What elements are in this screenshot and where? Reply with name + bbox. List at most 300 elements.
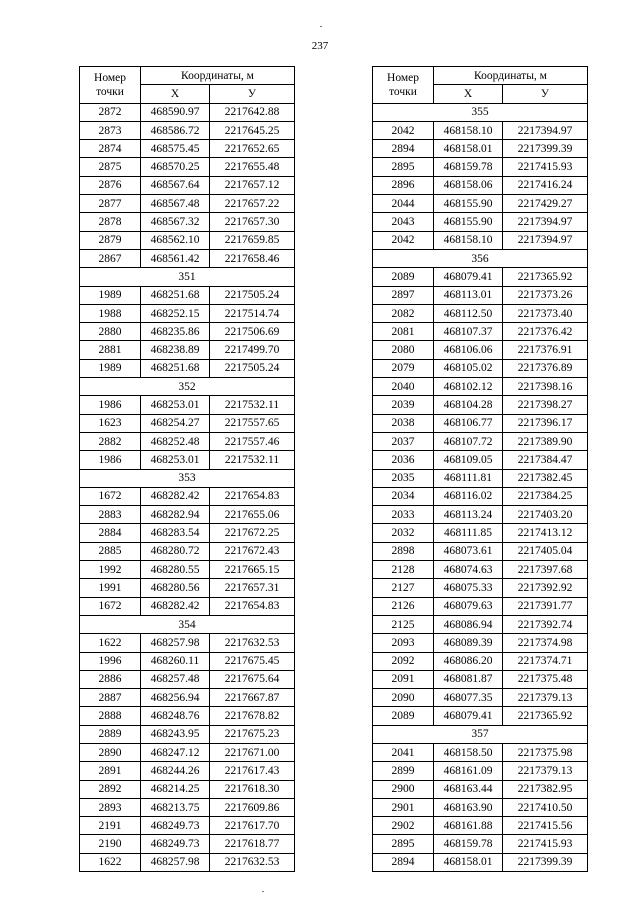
- table-row: [80, 652, 295, 670]
- section-row: [80, 378, 295, 396]
- table-row: [373, 597, 588, 615]
- x-coordinate-cell: 468089.39: [434, 634, 503, 652]
- table-row: [80, 579, 295, 597]
- table-row: [373, 817, 588, 835]
- point-number-cell: 2901: [373, 798, 434, 816]
- point-number-cell: 2128: [373, 561, 434, 579]
- table-row: [373, 652, 588, 670]
- y-coordinate-cell: 2217678.82: [210, 707, 295, 725]
- table-row: [80, 762, 295, 780]
- x-coordinate-cell: 468079.41: [434, 268, 503, 286]
- point-number-cell: 2898: [373, 542, 434, 560]
- section-row: [373, 249, 588, 267]
- point-number-header: Номер точки: [373, 67, 434, 104]
- point-number-cell: 2894: [373, 853, 434, 871]
- x-coordinate-cell: 468567.64: [141, 176, 210, 194]
- point-number-cell: 2079: [373, 359, 434, 377]
- x-coordinate-cell: 468079.63: [434, 597, 503, 615]
- x-coordinate-cell: 468590.97: [141, 103, 210, 121]
- x-coordinate-cell: 468249.73: [141, 817, 210, 835]
- y-coordinate-cell: 2217365.92: [503, 707, 588, 725]
- y-coordinate-cell: 2217396.17: [503, 414, 588, 432]
- y-coordinate-cell: 2217397.68: [503, 561, 588, 579]
- x-coordinate-cell: 468249.73: [141, 835, 210, 853]
- x-coordinate-cell: 468116.02: [434, 487, 503, 505]
- point-number-cell: 1988: [80, 304, 141, 322]
- x-coordinate-cell: 468252.48: [141, 432, 210, 450]
- x-coordinate-cell: 468159.78: [434, 835, 503, 853]
- x-coordinate-cell: 468109.05: [434, 451, 503, 469]
- point-number-cell: 2889: [80, 725, 141, 743]
- x-coordinate-cell: 468282.94: [141, 506, 210, 524]
- x-coordinate-cell: 468257.98: [141, 634, 210, 652]
- y-coordinate-cell: 2217398.16: [503, 378, 588, 396]
- table-row: [80, 341, 295, 359]
- point-number-cell: 2036: [373, 451, 434, 469]
- x-coordinate-cell: 468102.12: [434, 378, 503, 396]
- point-number-cell: 2040: [373, 378, 434, 396]
- point-number-cell: 2895: [373, 158, 434, 176]
- x-coordinate-cell: 468163.90: [434, 798, 503, 816]
- point-number-cell: 2877: [80, 195, 141, 213]
- y-coordinate-cell: 2217532.11: [210, 451, 295, 469]
- point-number-cell: 2037: [373, 432, 434, 450]
- point-number-cell: 2880: [80, 323, 141, 341]
- table-row: [80, 561, 295, 579]
- point-number-cell: 2900: [373, 780, 434, 798]
- table-row: [80, 597, 295, 615]
- table-row: [80, 304, 295, 322]
- point-number-cell: 2039: [373, 396, 434, 414]
- table-row: [80, 670, 295, 688]
- y-coordinate-cell: 2217382.45: [503, 469, 588, 487]
- point-number-cell: 1992: [80, 561, 141, 579]
- x-coordinate-cell: 468104.28: [434, 396, 503, 414]
- x-coordinate-cell: 468075.33: [434, 579, 503, 597]
- table-row: [80, 414, 295, 432]
- x-coordinate-cell: 468254.27: [141, 414, 210, 432]
- y-coordinate-cell: 2217557.46: [210, 432, 295, 450]
- point-number-cell: 2882: [80, 432, 141, 450]
- point-number-cell: 2891: [80, 762, 141, 780]
- y-coordinate-cell: 2217665.15: [210, 561, 295, 579]
- x-coordinate-cell: 468257.98: [141, 853, 210, 871]
- x-coordinate-cell: 468158.10: [434, 121, 503, 139]
- y-coordinate-cell: 2217655.48: [210, 158, 295, 176]
- x-coordinate-cell: 468238.89: [141, 341, 210, 359]
- point-number-cell: 2897: [373, 286, 434, 304]
- y-coordinate-cell: 2217429.27: [503, 195, 588, 213]
- table-row: [80, 524, 295, 542]
- table-row: [80, 286, 295, 304]
- y-coordinate-cell: 2217675.64: [210, 670, 295, 688]
- table-row: [373, 158, 588, 176]
- y-coordinate-cell: 2217415.93: [503, 158, 588, 176]
- y-coordinate-cell: 2217618.77: [210, 835, 295, 853]
- y-coordinate-cell: 2217384.47: [503, 451, 588, 469]
- point-number-cell: 2091: [373, 670, 434, 688]
- table-row: [373, 743, 588, 761]
- y-coordinate-cell: 2217672.25: [210, 524, 295, 542]
- point-number-cell: 2878: [80, 213, 141, 231]
- point-number-cell: 2093: [373, 634, 434, 652]
- x-coordinate-cell: 468283.54: [141, 524, 210, 542]
- scan-speck: [262, 891, 264, 892]
- point-number-cell: 2893: [80, 798, 141, 816]
- y-coordinate-cell: 2217374.98: [503, 634, 588, 652]
- y-coordinate-cell: 2217399.39: [503, 853, 588, 871]
- point-number-cell: 1623: [80, 414, 141, 432]
- point-number-cell: 2902: [373, 817, 434, 835]
- table-row: [373, 195, 588, 213]
- point-number-cell: 2044: [373, 195, 434, 213]
- table-row: [80, 432, 295, 450]
- table-row: [80, 780, 295, 798]
- x-coordinate-cell: 468159.78: [434, 158, 503, 176]
- section-row: [373, 103, 588, 121]
- y-coordinate-cell: 2217373.26: [503, 286, 588, 304]
- x-coordinate-cell: 468567.32: [141, 213, 210, 231]
- table-row: [80, 707, 295, 725]
- point-number-cell: 2881: [80, 341, 141, 359]
- point-number-cell: 2872: [80, 103, 141, 121]
- x-coordinate-cell: 468079.41: [434, 707, 503, 725]
- point-number-cell: 2896: [373, 176, 434, 194]
- point-number-cell: 2041: [373, 743, 434, 761]
- point-number-cell: 2887: [80, 689, 141, 707]
- x-coordinate-cell: 468214.25: [141, 780, 210, 798]
- table-row: [373, 524, 588, 542]
- x-coordinate-cell: 468106.06: [434, 341, 503, 359]
- coordinates-header: Координаты, м: [434, 67, 588, 85]
- section-row: [80, 469, 295, 487]
- x-coordinate-cell: 468158.06: [434, 176, 503, 194]
- point-number-cell: 1622: [80, 634, 141, 652]
- point-number-cell: 2874: [80, 140, 141, 158]
- point-number-cell: 1672: [80, 487, 141, 505]
- point-number-cell: 2092: [373, 652, 434, 670]
- table-row: [373, 707, 588, 725]
- y-coordinate-cell: 2217394.97: [503, 121, 588, 139]
- x-coordinate-cell: 468163.44: [434, 780, 503, 798]
- section-number: 352: [80, 378, 295, 396]
- table-row: [373, 140, 588, 158]
- section-number: 356: [373, 249, 588, 267]
- point-number-cell: 2867: [80, 249, 141, 267]
- x-coordinate-cell: 468081.87: [434, 670, 503, 688]
- table-row: [80, 634, 295, 652]
- point-number-cell: 2126: [373, 597, 434, 615]
- scan-speck: [320, 26, 322, 27]
- point-number-cell: 2875: [80, 158, 141, 176]
- point-number-cell: 1986: [80, 451, 141, 469]
- x-coordinate-cell: 468570.25: [141, 158, 210, 176]
- table-row: [80, 725, 295, 743]
- table-row: [373, 359, 588, 377]
- table-row: [373, 414, 588, 432]
- y-coordinate-cell: 2217382.95: [503, 780, 588, 798]
- point-number-cell: 2082: [373, 304, 434, 322]
- table-row: [373, 396, 588, 414]
- y-coordinate-cell: 2217374.71: [503, 652, 588, 670]
- point-number-cell: 2033: [373, 506, 434, 524]
- y-coordinate-cell: 2217658.46: [210, 249, 295, 267]
- y-coordinate-cell: 2217365.92: [503, 268, 588, 286]
- table-row: [373, 762, 588, 780]
- point-number-cell: 2894: [373, 140, 434, 158]
- x-coordinate-cell: 468244.26: [141, 762, 210, 780]
- x-coordinate-cell: 468074.63: [434, 561, 503, 579]
- x-coordinate-cell: 468077.35: [434, 689, 503, 707]
- y-coordinate-cell: 2217655.06: [210, 506, 295, 524]
- table-row: [373, 176, 588, 194]
- table-row: [373, 561, 588, 579]
- point-number-cell: 2081: [373, 323, 434, 341]
- x-coordinate-cell: 468235.86: [141, 323, 210, 341]
- x-coordinate-cell: 468107.72: [434, 432, 503, 450]
- point-number-cell: 2089: [373, 707, 434, 725]
- y-coordinate-cell: 2217392.92: [503, 579, 588, 597]
- section-row: [80, 615, 295, 633]
- point-number-cell: 1989: [80, 359, 141, 377]
- table-row: [80, 323, 295, 341]
- x-coordinate-cell: 468251.68: [141, 286, 210, 304]
- table-row: [80, 103, 295, 121]
- page-number: 237: [311, 40, 329, 52]
- table-row: [80, 359, 295, 377]
- y-coordinate-cell: 2217405.04: [503, 542, 588, 560]
- y-coordinate-cell: 2217667.87: [210, 689, 295, 707]
- x-coordinate-cell: 468158.10: [434, 231, 503, 249]
- x-coordinate-cell: 468161.09: [434, 762, 503, 780]
- table-row: [80, 853, 295, 871]
- x-coordinate-cell: 468280.56: [141, 579, 210, 597]
- x-coordinate-cell: 468280.72: [141, 542, 210, 560]
- y-coordinate-cell: 2217609.86: [210, 798, 295, 816]
- point-number-cell: 2042: [373, 121, 434, 139]
- x-coordinate-cell: 468113.24: [434, 506, 503, 524]
- table-row: [373, 378, 588, 396]
- table-row: [80, 213, 295, 231]
- x-coordinate-cell: 468252.15: [141, 304, 210, 322]
- table-row: [80, 542, 295, 560]
- point-number-cell: 1996: [80, 652, 141, 670]
- x-coordinate-cell: 468282.42: [141, 597, 210, 615]
- table-row: [373, 213, 588, 231]
- point-number-cell: 2032: [373, 524, 434, 542]
- table-row: [373, 432, 588, 450]
- table-row: [80, 231, 295, 249]
- point-number-cell: 2892: [80, 780, 141, 798]
- table-row: [373, 121, 588, 139]
- x-coordinate-cell: 468567.48: [141, 195, 210, 213]
- x-coordinate-cell: 468158.01: [434, 853, 503, 871]
- table-row: [373, 304, 588, 322]
- table-row: [80, 487, 295, 505]
- table-row: [373, 268, 588, 286]
- point-number-cell: 2035: [373, 469, 434, 487]
- point-number-cell: 2895: [373, 835, 434, 853]
- x-coordinate-cell: 468073.61: [434, 542, 503, 560]
- x-coordinate-cell: 468113.01: [434, 286, 503, 304]
- table-row: [373, 469, 588, 487]
- x-coordinate-cell: 468253.01: [141, 396, 210, 414]
- point-number-cell: 2089: [373, 268, 434, 286]
- y-coordinate-cell: 2217375.98: [503, 743, 588, 761]
- table-row: [80, 835, 295, 853]
- x-coordinate-cell: 468161.88: [434, 817, 503, 835]
- y-coordinate-cell: 2217617.43: [210, 762, 295, 780]
- x-coordinate-cell: 468086.94: [434, 615, 503, 633]
- x-coordinate-cell: 468251.68: [141, 359, 210, 377]
- x-coordinate-cell: 468243.95: [141, 725, 210, 743]
- point-number-cell: 2890: [80, 743, 141, 761]
- y-coordinate-cell: 2217379.13: [503, 762, 588, 780]
- y-coordinate-cell: 2217499.70: [210, 341, 295, 359]
- table-row: [80, 140, 295, 158]
- y-coordinate-cell: 2217657.12: [210, 176, 295, 194]
- x-coordinate-cell: 468213.75: [141, 798, 210, 816]
- x-coordinate-cell: 468155.90: [434, 213, 503, 231]
- point-number-cell: 1986: [80, 396, 141, 414]
- y-coordinate-cell: 2217505.24: [210, 359, 295, 377]
- coordinates-header: Координаты, м: [141, 67, 295, 85]
- x-coordinate-cell: 468562.10: [141, 231, 210, 249]
- table-row: [80, 798, 295, 816]
- point-number-cell: 2884: [80, 524, 141, 542]
- x-coordinate-cell: 468247.12: [141, 743, 210, 761]
- point-number-cell: 2885: [80, 542, 141, 560]
- x-coordinate-cell: 468280.55: [141, 561, 210, 579]
- section-number: 357: [373, 725, 588, 743]
- x-coordinate-cell: 468575.45: [141, 140, 210, 158]
- section-number: 355: [373, 103, 588, 121]
- point-number-header: Номер точки: [80, 67, 141, 104]
- y-coordinate-cell: 2217632.53: [210, 634, 295, 652]
- point-number-cell: 2190: [80, 835, 141, 853]
- y-coordinate-cell: 2217389.90: [503, 432, 588, 450]
- y-coordinate-cell: 2217398.27: [503, 396, 588, 414]
- table-row: [80, 396, 295, 414]
- section-number: 351: [80, 268, 295, 286]
- table-row: [80, 506, 295, 524]
- point-number-cell: 2127: [373, 579, 434, 597]
- x-coordinate-cell: 468248.76: [141, 707, 210, 725]
- x-coordinate-cell: 468561.42: [141, 249, 210, 267]
- x-coordinate-cell: 468106.77: [434, 414, 503, 432]
- x-coordinate-cell: 468107.37: [434, 323, 503, 341]
- table-row: [373, 853, 588, 871]
- section-number: 354: [80, 615, 295, 633]
- y-coordinate-cell: 2217410.50: [503, 798, 588, 816]
- table-row: [373, 487, 588, 505]
- y-coordinate-cell: 2217657.31: [210, 579, 295, 597]
- y-coordinate-cell: 2217657.30: [210, 213, 295, 231]
- table-row: [80, 689, 295, 707]
- x-column-header: X: [141, 85, 210, 103]
- point-number-cell: 2038: [373, 414, 434, 432]
- table-row: [80, 451, 295, 469]
- point-number-cell: 2888: [80, 707, 141, 725]
- table-row: [80, 158, 295, 176]
- coordinates-table-left: [79, 66, 295, 872]
- x-coordinate-cell: 468253.01: [141, 451, 210, 469]
- y-coordinate-cell: 2217675.23: [210, 725, 295, 743]
- y-column-header: У: [503, 85, 588, 103]
- table-row: [373, 798, 588, 816]
- point-number-cell: 2883: [80, 506, 141, 524]
- table-row: [373, 451, 588, 469]
- coordinates-table-right: [372, 66, 588, 872]
- x-column-header: X: [434, 85, 503, 103]
- point-number-cell: 2034: [373, 487, 434, 505]
- table-row: [80, 743, 295, 761]
- point-number-cell: 2879: [80, 231, 141, 249]
- table-row: [373, 780, 588, 798]
- y-coordinate-cell: 2217675.45: [210, 652, 295, 670]
- y-coordinate-cell: 2217642.88: [210, 103, 295, 121]
- y-coordinate-cell: 2217557.65: [210, 414, 295, 432]
- x-coordinate-cell: 468155.90: [434, 195, 503, 213]
- y-coordinate-cell: 2217376.91: [503, 341, 588, 359]
- y-coordinate-cell: 2217384.25: [503, 487, 588, 505]
- y-coordinate-cell: 2217617.70: [210, 817, 295, 835]
- y-coordinate-cell: 2217505.24: [210, 286, 295, 304]
- x-coordinate-cell: 468105.02: [434, 359, 503, 377]
- y-coordinate-cell: 2217391.77: [503, 597, 588, 615]
- x-coordinate-cell: 468112.50: [434, 304, 503, 322]
- point-number-cell: 2873: [80, 121, 141, 139]
- x-coordinate-cell: 468260.11: [141, 652, 210, 670]
- table-row: [373, 579, 588, 597]
- y-coordinate-cell: 2217373.40: [503, 304, 588, 322]
- y-coordinate-cell: 2217671.00: [210, 743, 295, 761]
- section-row: [80, 268, 295, 286]
- point-number-cell: 2042: [373, 231, 434, 249]
- table-row: [80, 817, 295, 835]
- y-coordinate-cell: 2217399.39: [503, 140, 588, 158]
- table-row: [373, 231, 588, 249]
- table-row: [373, 670, 588, 688]
- y-coordinate-cell: 2217645.25: [210, 121, 295, 139]
- section-row: [373, 725, 588, 743]
- y-coordinate-cell: 2217376.42: [503, 323, 588, 341]
- y-coordinate-cell: 2217416.24: [503, 176, 588, 194]
- x-coordinate-cell: 468086.20: [434, 652, 503, 670]
- x-coordinate-cell: 468256.94: [141, 689, 210, 707]
- table-row: [373, 542, 588, 560]
- y-coordinate-cell: 2217403.20: [503, 506, 588, 524]
- y-coordinate-cell: 2217506.69: [210, 323, 295, 341]
- x-coordinate-cell: 468111.85: [434, 524, 503, 542]
- table-row: [80, 195, 295, 213]
- table-row: [373, 615, 588, 633]
- y-column-header: У: [210, 85, 295, 103]
- point-number-cell: 2080: [373, 341, 434, 359]
- table-row: [80, 249, 295, 267]
- y-coordinate-cell: 2217394.97: [503, 213, 588, 231]
- y-coordinate-cell: 2217392.74: [503, 615, 588, 633]
- y-coordinate-cell: 2217514.74: [210, 304, 295, 322]
- y-coordinate-cell: 2217654.83: [210, 487, 295, 505]
- table-row: [80, 176, 295, 194]
- y-coordinate-cell: 2217654.83: [210, 597, 295, 615]
- table-row: [373, 506, 588, 524]
- table-row: [373, 341, 588, 359]
- point-number-cell: 2191: [80, 817, 141, 835]
- x-coordinate-cell: 468282.42: [141, 487, 210, 505]
- section-number: 353: [80, 469, 295, 487]
